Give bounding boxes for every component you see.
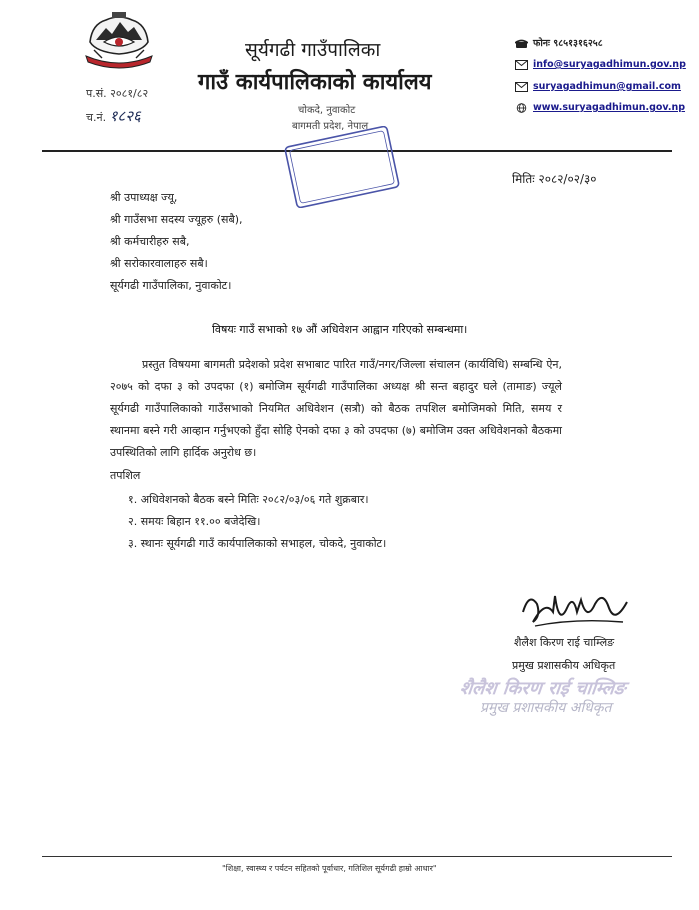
globe-icon — [515, 103, 528, 113]
schedule-item: ३. स्थानः सूर्यगढी गाउँ कार्यपालिकाको सभाहल, चोकदे, नुवाकोट। — [128, 537, 387, 550]
address-line-2: बागमती प्रदेश, नेपाल — [292, 121, 369, 132]
email-icon — [515, 60, 528, 70]
handwritten-signature — [515, 582, 635, 634]
recipient-line: श्री कर्मचारीहरु सबै, — [110, 235, 190, 248]
email-icon — [515, 82, 528, 92]
seal-title-stamp: प्रमुख प्रशासकीय अधिकृत — [480, 700, 612, 716]
schedule-item: १. अधिवेशनको बैठक बस्ने मितिः २०८२/०३/०६ गते शुक्रबार। — [128, 493, 369, 506]
contact-email-office[interactable]: info@suryagadhimun.gov.np — [515, 59, 686, 70]
schedule-heading: तपशिल — [110, 469, 141, 482]
office-stamp — [284, 126, 400, 208]
chalani-number-line — [86, 106, 141, 126]
footer-motto: "शिक्षा, स्वास्थ्य र पर्यटन सहितको पूर्वाधार, गतिशिल सूर्यगढी हाम्रो आधार" — [222, 864, 437, 873]
phone-icon — [515, 39, 528, 49]
recipient-line: श्री सरोकारवालाहरु सबै। — [110, 257, 208, 270]
contact-email-gmail[interactable]: suryagadhimun@gmail.com — [515, 81, 681, 92]
nepal-emblem-logo — [82, 12, 156, 74]
office-name: सूर्यगढी गाउँपालिका — [245, 39, 381, 61]
recipient-line: श्री उपाध्यक्ष ज्यू, — [110, 191, 178, 204]
schedule-item: २. समयः बिहान ११.०० बजेदेखि। — [128, 515, 261, 528]
footer-rule — [42, 856, 672, 857]
recipient-line: सूर्यगढी गाउँपालिका, नुवाकोट। — [110, 279, 232, 292]
chalani-label: च.नं. — [86, 111, 107, 124]
contact-phone: फोनः ९८५१३१६२५८ — [515, 36, 603, 49]
chalani-number: १८२६ — [109, 107, 141, 125]
patra-sankhya: प.सं. २०८१/८२ — [86, 87, 149, 100]
letter-date: मितिः २०८२/०२/३० — [512, 172, 597, 186]
recipient-line: श्री गाउँसभा सदस्य ज्यूहरु (सबै), — [110, 213, 243, 226]
contact-website[interactable]: www.suryagadhimun.gov.np — [515, 102, 685, 113]
seal-name-stamp: शैलैश किरण राई चाम्लिङ — [458, 678, 627, 699]
letter-body: प्रस्तुत विषयमा बागमती प्रदेशको प्रदेश सभाबाट पारित गाउँ/नगर/जिल्ला संचालन (कार्यविधि) सम्बन्धि ऐन, २०७५ को दफा ३ को उपदफा (१) बमोजिम सूर्यगढी गाउँपालिका अध्यक्ष श्री सन्त बहादुर घले (तामाङ) ज्यूले सूर्यगढी गाउँपालिकाको गाउँसभाको नियमित अधिवेशन (सत्रौ) को बैठक तपशिल बमोजिमको मिति, समय र स्थानमा बस्ने गरी आव्हान गर्नुभएको हुँदा सोहि ऐनको दफा ३ को उपदफा (७) बमोजिम उक्त अधिवेशनको बैठकमा उपस्थितिको लागि हार्दिक अनुरोध छ। — [110, 358, 562, 459]
signatory-title: प्रमुख प्रशासकीय अधिकृत — [512, 659, 616, 672]
office-title: गाउँ कार्यपालिकाको कार्यालय — [198, 70, 432, 95]
address-line-1: चोकदे, नुवाकोट — [298, 105, 356, 116]
signatory-name: शैलैश किरण राई चाम्लिङ — [514, 636, 615, 649]
letter-subject: विषयः गाउँ सभाको १७ औं अधिवेशन आह्वान गरिएको सम्बन्धमा। — [212, 323, 468, 336]
